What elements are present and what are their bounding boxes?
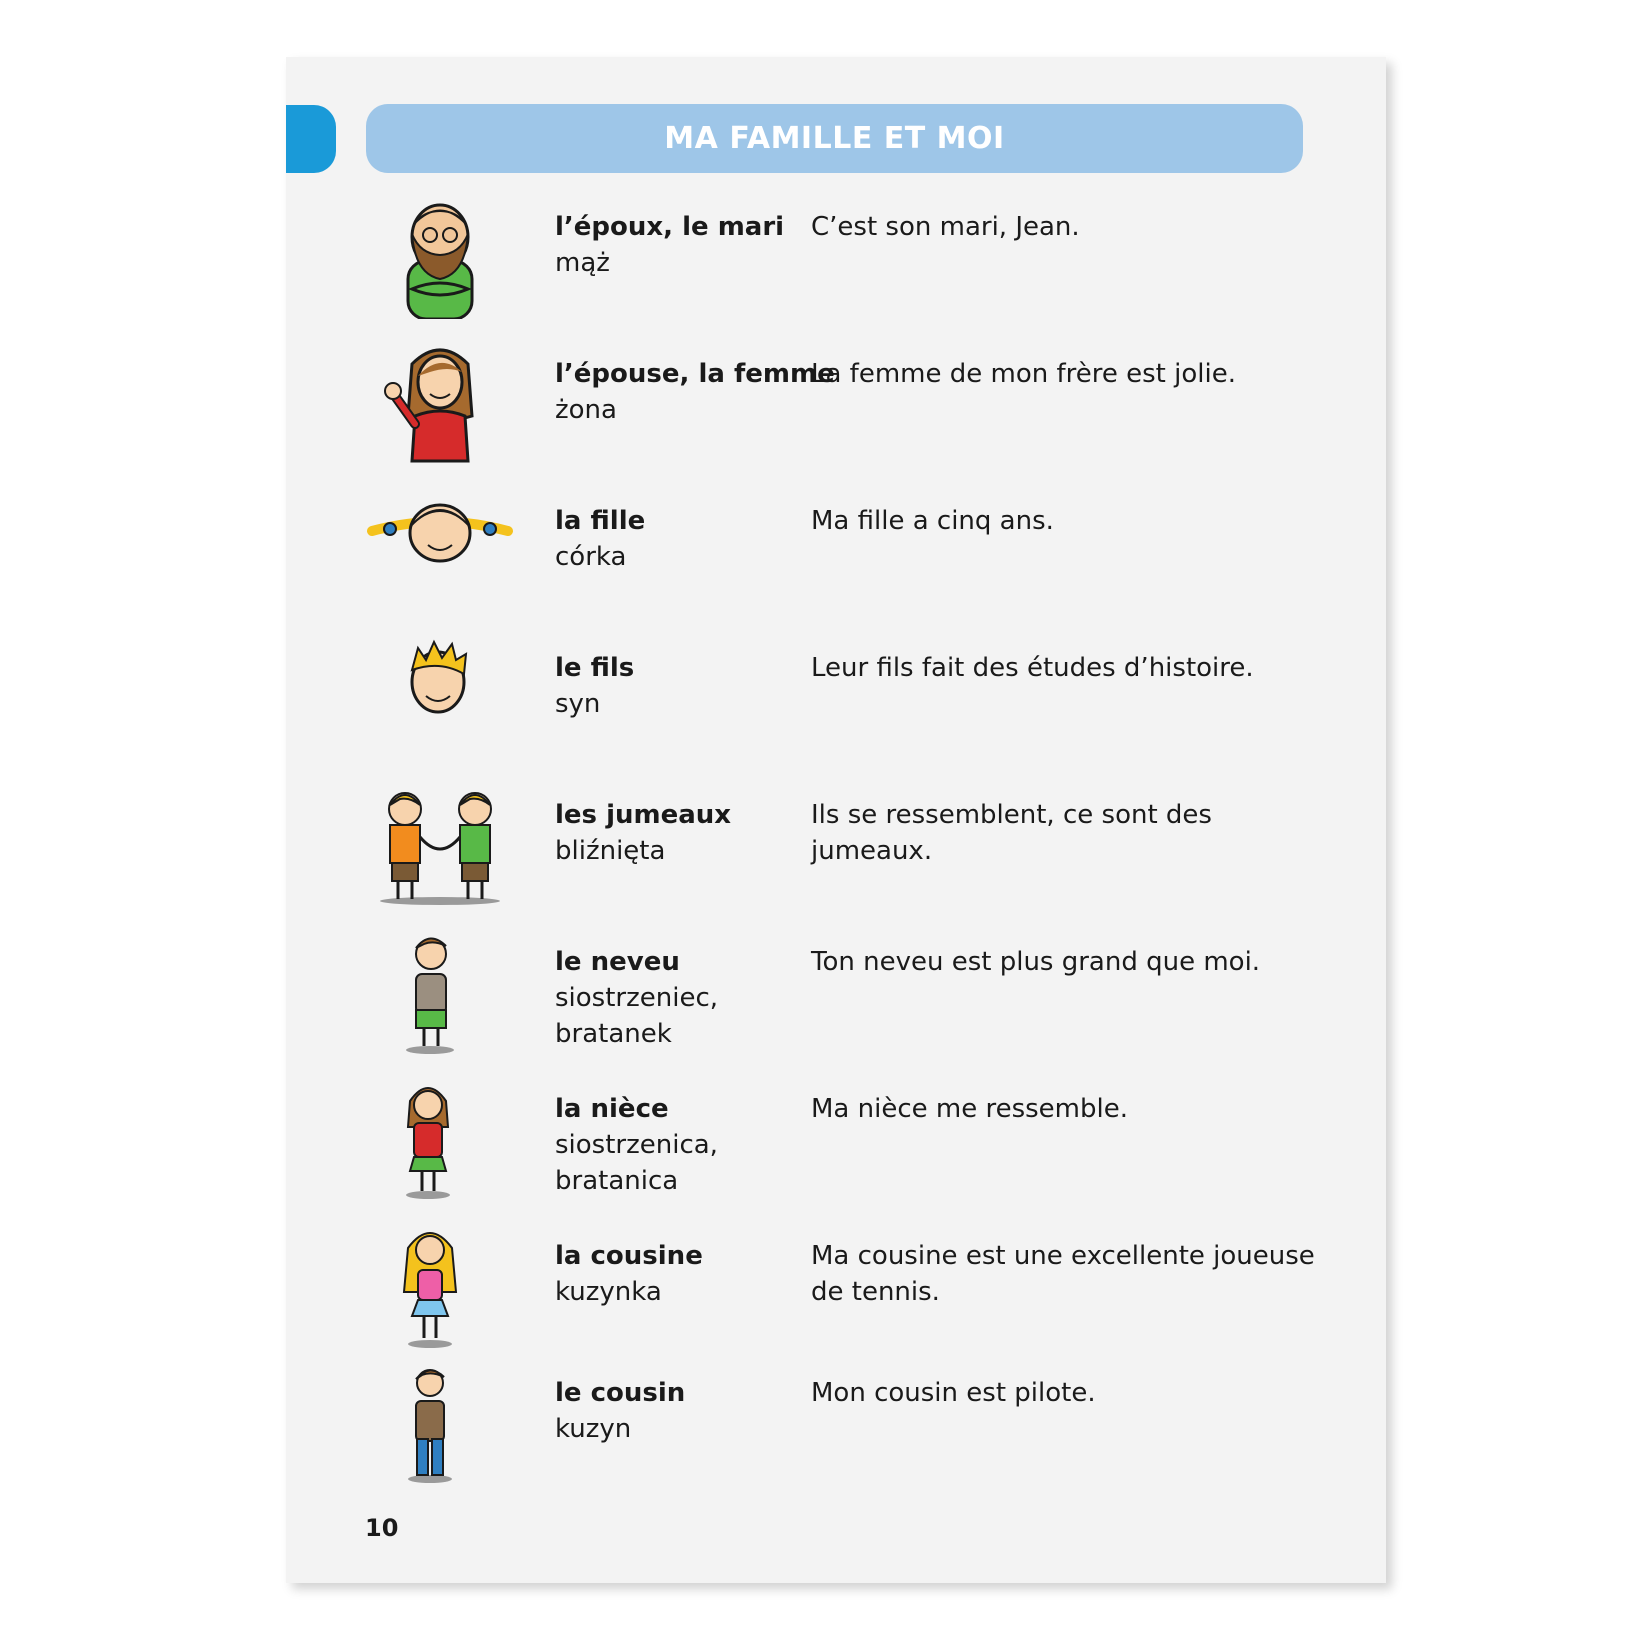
vocab-entry [0,944,1640,1084]
term-polish: syn [555,689,601,719]
vocab-entry [0,1375,1640,1515]
example-sentence: Ma cousine est une excellente joueuse de tennis. [811,1241,1315,1307]
term-polish: żona [555,395,617,425]
vocab-entry [0,1091,1640,1231]
term-french: la fille [555,506,646,536]
example-sentence: Mon cousin est pilote. [811,1378,1096,1408]
term-block [555,1091,805,1199]
term-block [555,503,805,575]
term-french: l’épouse, la femme [555,359,835,389]
husband-icon [360,189,520,319]
example-sentence: Ma nièce me ressemble. [811,1094,1128,1124]
example-sentence: C’est son mari, Jean. [811,212,1080,242]
term-polish: córka [555,542,627,572]
example-sentence: Ils se ressemblent, ce sont des jumeaux. [811,800,1212,866]
term-block [555,1238,805,1310]
vocab-entry [0,356,1640,496]
term-block [555,356,835,428]
term-polish: mąż [555,248,610,278]
nephew-icon [360,924,520,1054]
term-block [555,209,805,281]
vocab-entry [0,1238,1640,1378]
male-cousin-icon [360,1355,520,1485]
vocab-entry [0,209,1640,349]
son-icon [360,630,520,760]
term-french: l’époux, le mari [555,212,785,242]
term-polish: bratanek [555,1019,672,1049]
vocab-entry [0,503,1640,643]
twins-icon [360,777,520,907]
niece-icon [360,1071,520,1201]
example-sentence: Ton neveu est plus grand que moi. [811,947,1261,977]
term-block [555,944,805,1052]
term-french: le cousin [555,1378,686,1408]
daughter-icon [360,483,520,613]
page-number: 10 [365,1514,399,1542]
term-french: la cousine [555,1241,703,1271]
term-polish: kuzyn [555,1414,632,1444]
term-french: le neveu [555,947,680,977]
term-french: la nièce [555,1094,669,1124]
term-french: le fils [555,653,635,683]
section-title: MA FAMILLE ET MOI [664,121,1005,156]
term-block [555,650,805,722]
term-polish: kuzynka [555,1277,662,1307]
term-block [555,1375,805,1447]
chapter-tab [286,105,336,173]
example-sentence: La femme de mon frère est jolie. [811,359,1236,389]
term-polish: bliźnięta [555,836,666,866]
example-sentence: Leur fils fait des études d’histoire. [811,653,1254,683]
wife-icon [360,336,520,466]
female-cousin-icon [360,1218,520,1348]
vocab-entry [0,797,1640,937]
term-block [555,797,805,869]
term-french: les jumeaux [555,800,732,830]
term-polish: siostrzenica, [555,1130,718,1160]
vocab-entry [0,650,1640,790]
term-polish: bratanica [555,1166,679,1196]
example-sentence: Ma fille a cinq ans. [811,506,1054,536]
section-banner [366,104,1303,173]
term-polish: siostrzeniec, [555,983,719,1013]
